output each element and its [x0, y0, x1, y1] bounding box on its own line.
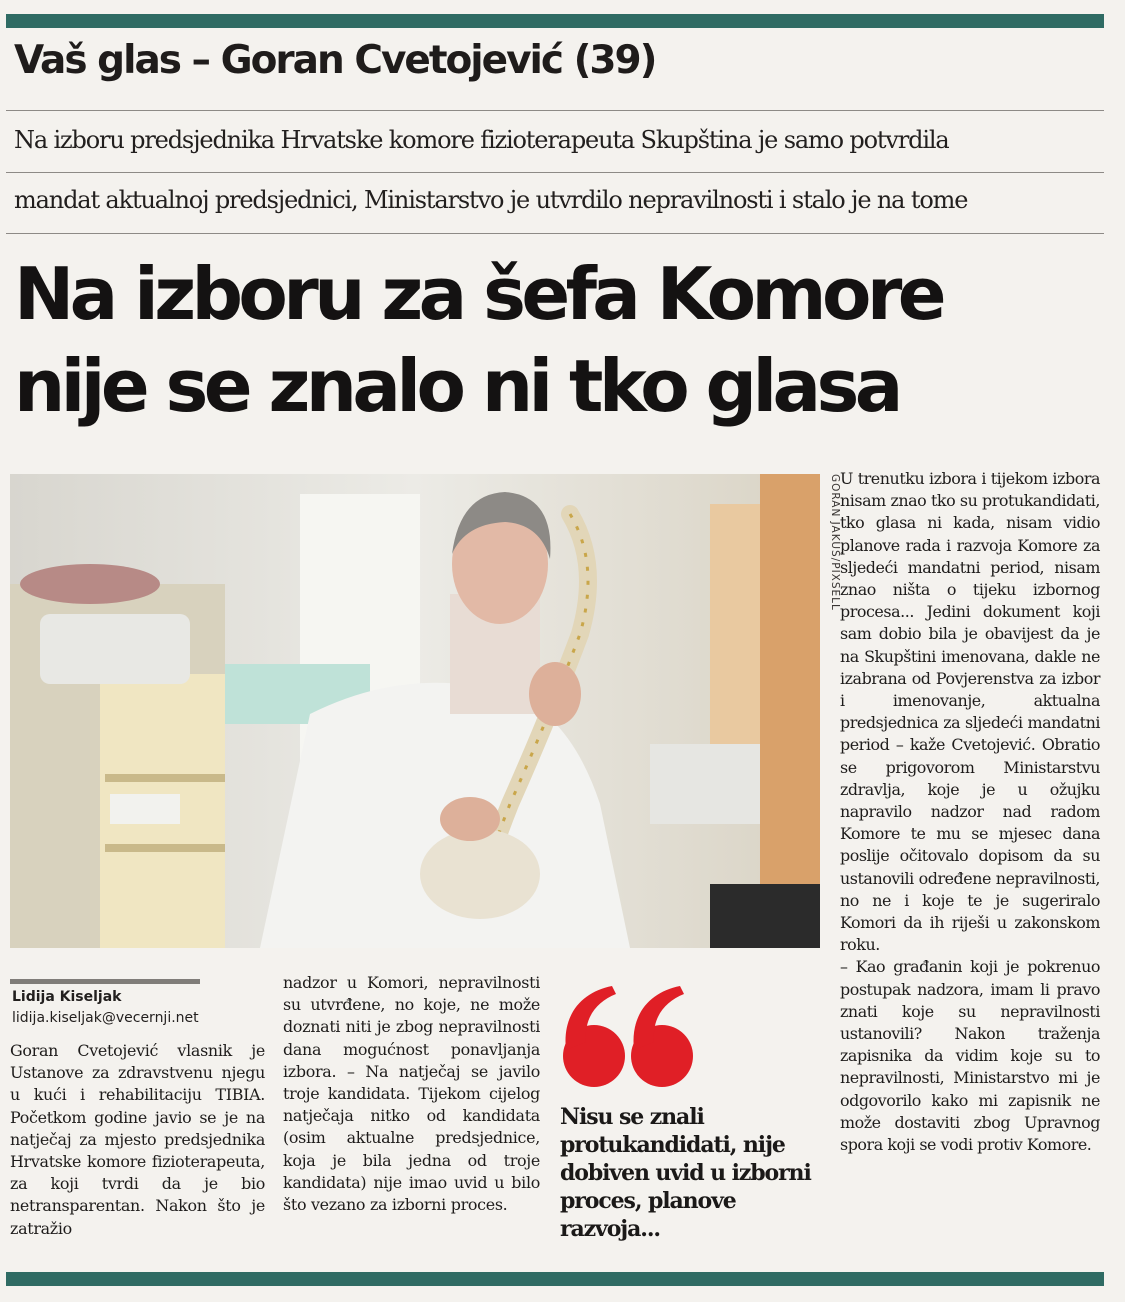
- top-accent-bar: [6, 14, 1104, 28]
- paragraph: Goran Cvetojević vlasnik je Ustanove za zdravstvenu njegu u kući i rehabilitaciju TIBIA. Početkom godine javio se je na natječaj za mjesto predsjednika Hrvatske komore fizioterapeuta, za koji tvrdi da je bio netransparentan. Nakon što je zatražio: [10, 1041, 265, 1238]
- divider-rule: [6, 172, 1104, 173]
- article-column-1: [10, 1040, 265, 1240]
- paragraph: nadzor u Komori, nepravilnosti su utvrđene, no koje, ne može doznati niti je zbog nepravilnosti dana mogućnost ponavljanja izbora. – Na natječaj se javilo troje kandidata. Tijekom cijelog natječaja nitko od kandidata (osim aktualne predsjednice, koja je bila jedna od troje kandidata) nije imao uvid u bilo što vezano za izborni proces.: [283, 973, 540, 1215]
- byline-rule: [10, 979, 200, 984]
- article-column-right: [840, 468, 1100, 1156]
- article-photo: [10, 474, 820, 948]
- kicker: Vaš glas – Goran Cvetojević (39): [14, 38, 656, 83]
- headline-line-1: Na izboru za šefa Komore: [14, 252, 942, 336]
- deck-line-1: Na izboru predsjednika Hrvatske komore fizioterapeuta Skupština je samo potvrdila: [14, 126, 949, 154]
- pull-quote: Nisu se znali protukandidati, nije dobiven uvid u izborni proces, planove razvoja...: [560, 1104, 811, 1242]
- divider-rule: [6, 110, 1104, 111]
- quote-marks-icon: [560, 984, 710, 1090]
- deck-line-2: mandat aktualnoj predsjednici, Ministarstvo je utvrdilo nepravilnosti i stalo je na tome: [14, 186, 968, 214]
- bottom-accent-bar: [6, 1272, 1104, 1286]
- headline-line-2: nije se znalo ni tko glasa: [14, 344, 899, 428]
- photo-credit: GORAN JAKUŠ/PIXSELL: [829, 474, 841, 611]
- headline: [14, 248, 1109, 432]
- author-email[interactable]: lidija.kiseljak@vecernji.net: [12, 1010, 199, 1026]
- paragraph: – Kao građanin koji je pokrenuo postupak nadzora, imam li pravo znati koje su nepravilnosti ustanovili? Nakon traženja zapisnika da vidim koje su to nepravilnosti, Ministarstvo mi je odgovorilo kako mi zapisnik ne može dostaviti zbog Upravnog spora koji se vodi protiv Komore.: [840, 957, 1100, 1155]
- divider-rule: [6, 233, 1104, 234]
- author-name: Lidija Kiseljak: [12, 989, 122, 1005]
- article-column-2: [283, 972, 540, 1216]
- paragraph: U trenutku izbora i tijekom izbora nisam znao tko su protukandidati, tko glasa ni kada, nisam vidio planove rada i razvoja Komore za sljedeći mandatni period, nisam znao ništa o tijeku izbornog procesa... Jedini dokument koji sam dobio bila je obavijest da je na Skupštini imenovana, dakle ne izabrana od Povjerenstva za izbor i imenovanje, aktualna predsjednica za sljedeći mandatni period – kaže Cvetojević. Obratio se prigovorom Ministarstvu zdravlja, koje je u ožujku napravilo nadzor nad radom Komore te mu se mjesec dana poslije očitovalo dopisom da su ustanovili određene nepravilnosti, no ne i koje te je sugeriralo Komori da ih riješi u zakonskom roku.: [840, 469, 1100, 955]
